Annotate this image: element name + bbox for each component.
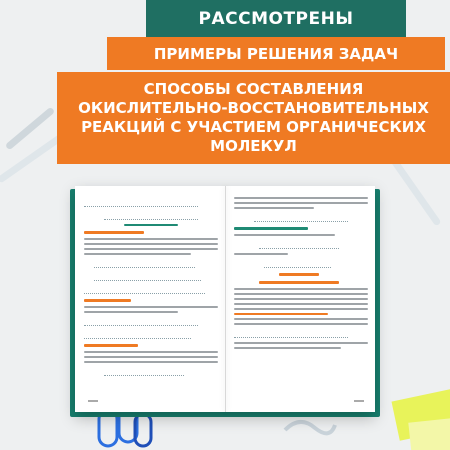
open-book — [75, 186, 375, 412]
book-right-page — [234, 194, 368, 404]
banner-reviewed: РАССМОТРЕНЫ — [146, 0, 406, 38]
banner-problem-examples: ПРИМЕРЫ РЕШЕНИЯ ЗАДАЧ — [107, 37, 445, 70]
book-spine — [225, 186, 226, 412]
banner-methods: СПОСОБЫ СОСТАВЛЕНИЯ ОКИСЛИТЕЛЬНО-ВОССТАНОВИТЕЛЬНЫХ РЕАКЦИЙ С УЧАСТИЕМ ОРГАНИЧЕСКИХ МОЛЕКУЛ — [57, 72, 450, 164]
sticky-note-icon — [408, 417, 450, 450]
book-left-page — [84, 194, 218, 404]
